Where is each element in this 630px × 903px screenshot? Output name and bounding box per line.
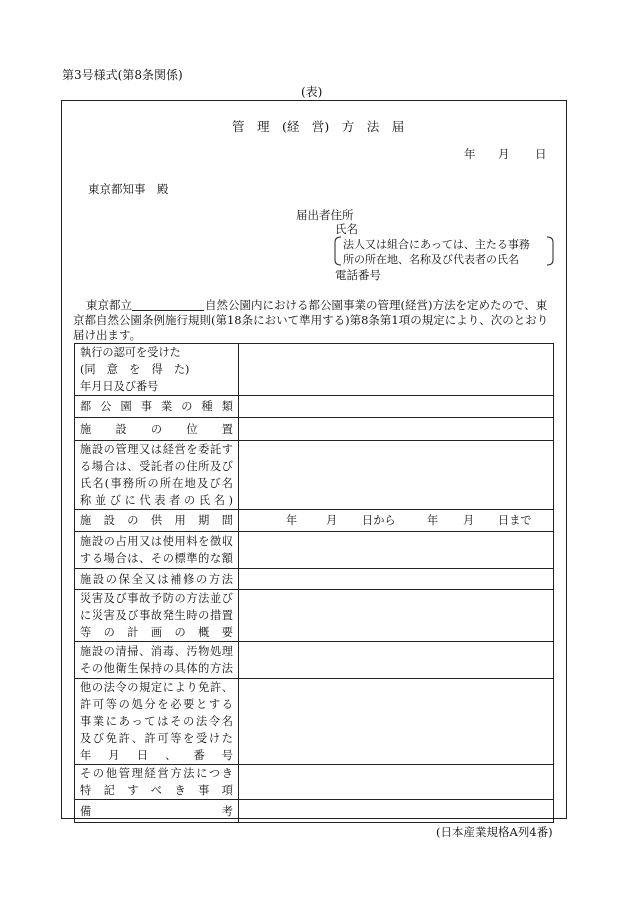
footer-note: (日本産業規格A列4番): [436, 825, 553, 839]
value-other-law[interactable]: [239, 679, 554, 765]
value-remarks[interactable]: [239, 800, 554, 823]
left-bracket-icon: [334, 236, 342, 266]
label-disaster-line2: に災害及び事故発生時の措置: [80, 609, 233, 622]
label-permit: [75, 344, 239, 396]
label-other-law-line2: 許可等の処分を必要とする: [80, 698, 233, 711]
label-outsourcing-line4: 称並びに代表者の氏名): [80, 494, 233, 507]
row-special-notes: [75, 765, 554, 800]
value-period[interactable]: [239, 510, 554, 532]
form-number: 第3号様式(第8条関係): [62, 68, 183, 82]
label-remarks: 備考: [75, 800, 239, 823]
period-to-day: 日まで: [498, 514, 532, 527]
label-other-law-line3: 事業にあってはその法令名: [80, 715, 233, 728]
value-fees[interactable]: [239, 532, 554, 569]
period-from-day: 日から: [362, 514, 396, 527]
park-name-blank[interactable]: [132, 310, 204, 311]
addressee: 東京都知事 殿: [88, 182, 169, 196]
value-sanitation[interactable]: [239, 642, 554, 679]
applicant-address-label: 届出者住所: [296, 208, 354, 222]
form-table: [74, 343, 554, 823]
right-bracket-icon: [546, 236, 554, 266]
period-to-year: 年: [427, 514, 439, 527]
period-from-year: 年: [286, 514, 298, 527]
date-year: 年: [464, 147, 476, 161]
label-other-law-line5: 年月日、番号: [80, 749, 233, 762]
body-prefix: 東京都立: [86, 298, 132, 312]
label-other-law: [75, 679, 239, 765]
label-special-notes-line2: 特記すべき事項: [80, 784, 233, 797]
label-fees: [75, 532, 239, 569]
period-from-month: 月: [326, 514, 338, 527]
label-outsourcing-line3: 氏名(事務所の所在地及び名: [80, 477, 233, 490]
value-disaster[interactable]: [239, 590, 554, 642]
label-sanitation-line1: 施設の清掃、消毒、汚物処理: [80, 645, 233, 658]
label-outsourcing-line1: 施設の管理又は経営を委託す: [80, 443, 233, 456]
value-permit[interactable]: [239, 344, 554, 396]
date-month: 月: [498, 147, 510, 161]
label-other-law-line4: 及び免許、許可等を受けた: [80, 732, 233, 745]
row-maintenance: [75, 569, 554, 590]
applicant-note-line1: 法人又は組合にあっては、主たる事務: [343, 238, 530, 251]
value-outsourcing[interactable]: [239, 441, 554, 510]
applicant-note-line2: 所の所在地、名称及び代表者の氏名: [343, 253, 519, 266]
date-day: 日: [535, 147, 547, 161]
label-special-notes-line1: その他管理経営方法につき: [80, 767, 233, 780]
row-sanitation: [75, 642, 554, 679]
applicant-phone-label: 電話番号: [335, 268, 381, 282]
label-sanitation: [75, 642, 239, 679]
label-maintenance: 施設の保全又は補修の方法: [75, 569, 239, 590]
label-outsourcing: [75, 441, 239, 510]
row-remarks: [75, 800, 554, 823]
label-fees-line1: 施設の占用又は使用料を徴収: [80, 535, 233, 548]
label-permit-line1: 執行の認可を受けた: [80, 346, 181, 359]
page-title: 管 理 (経 営) 方 法 届: [232, 119, 405, 134]
label-outsourcing-line2: る場合は、受託者の住所及び: [80, 460, 233, 473]
applicant-name-label: 氏名: [335, 222, 358, 236]
row-outsourcing: [75, 441, 554, 510]
label-disaster-line3: 等の計画の概要: [80, 626, 233, 639]
row-other-law: [75, 679, 554, 765]
label-sanitation-line2: その他衛生保持の具体的方法: [80, 662, 233, 675]
label-business-type: 都公園事業の種類: [75, 396, 239, 418]
body-line2: 京都自然公園条例施行規則(第18条において準用する)第8条第1項の規定により、次のとおり: [73, 313, 549, 327]
row-period: [75, 510, 554, 532]
value-business-type[interactable]: [239, 396, 554, 418]
label-fees-line2: する場合は、その標準的な額: [80, 552, 233, 565]
row-location: [75, 418, 554, 441]
side-label: (表): [301, 85, 323, 99]
label-special-notes: [75, 765, 239, 800]
label-period: 施設の供用期間: [75, 510, 239, 532]
label-location: 施設の位置: [75, 418, 239, 441]
value-special-notes[interactable]: [239, 765, 554, 800]
row-business-type: [75, 396, 554, 418]
label-other-law-line1: 他の法令の規定により免許、: [80, 681, 233, 694]
value-location[interactable]: [239, 418, 554, 441]
body-line1: 自然公園内における都公園事業の管理(経営)方法を定めたので、東: [205, 298, 548, 312]
row-disaster: [75, 590, 554, 642]
value-maintenance[interactable]: [239, 569, 554, 590]
label-permit-line2: (同 意 を 得 た): [80, 363, 190, 376]
label-permit-line3: 年月日及び番号: [80, 380, 159, 393]
period-to-month: 月: [463, 514, 475, 527]
row-fees: [75, 532, 554, 569]
row-permit: [75, 344, 554, 396]
body-line3: 届け出ます。: [73, 328, 142, 342]
label-disaster-line1: 災害及び事故予防の方法並び: [80, 592, 233, 605]
label-disaster: [75, 590, 239, 642]
